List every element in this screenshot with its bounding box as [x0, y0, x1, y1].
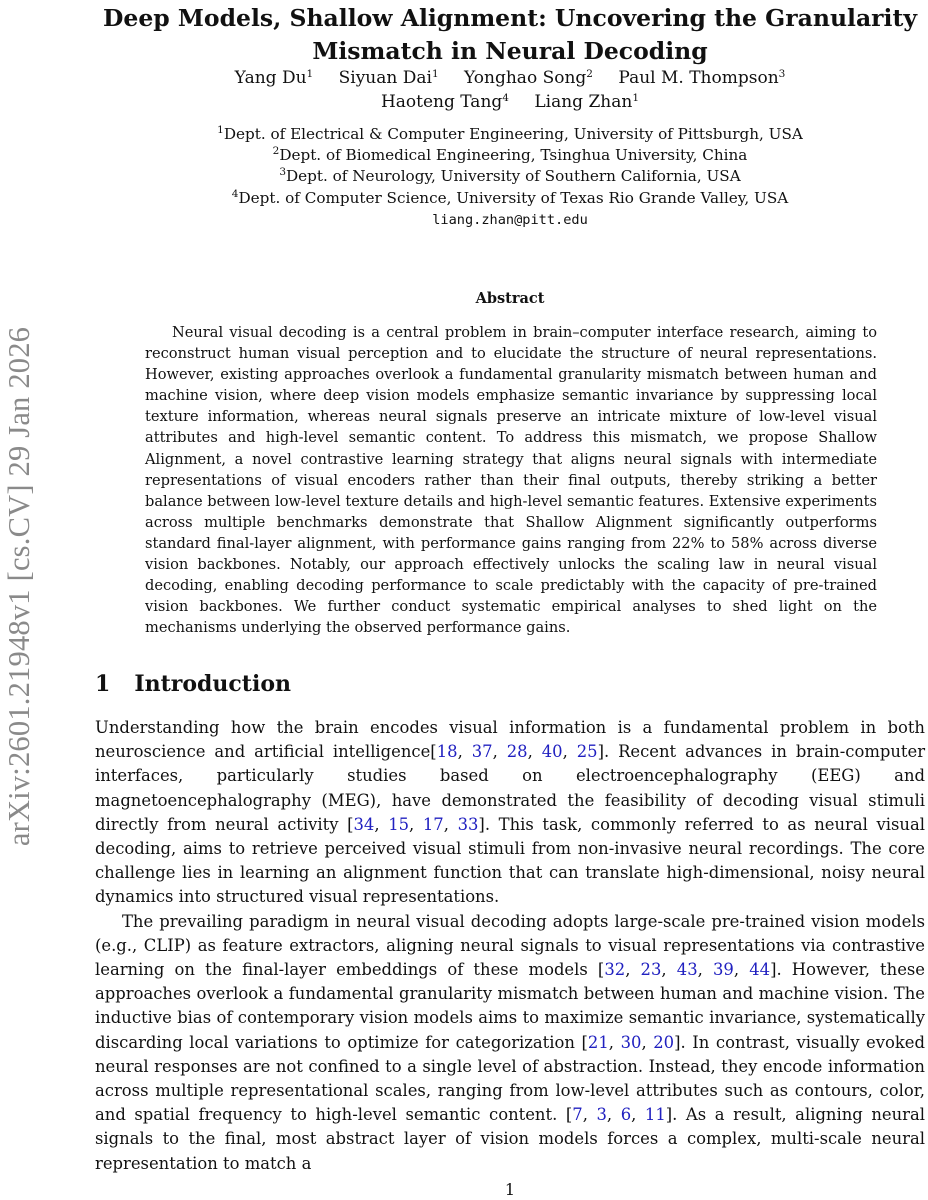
- affiliation: $^3$Dept. of Neurology, University of Southern California, USA: [279, 166, 741, 186]
- citation-link[interactable]: 30: [620, 1032, 642, 1052]
- citation-link[interactable]: 17: [422, 814, 444, 834]
- paper-title: Deep Models, Shallow Alignment: Uncovering the Granularity Mismatch in Neural Decoding: [103, 4, 917, 65]
- section-heading-introduction: [95, 671, 291, 697]
- author: Yang Du$^1$: [234, 68, 314, 88]
- abstract-body: Neural visual decoding is a central problem in brain–computer interface research, aiming to reconstruct human visual perception and to elucidate the structure of neural representations. However, existing approaches overlook a fundamental granularity mismatch between human and machine vision, where deep vision models emphasize semantic invariance by suppressing local texture information, whereas neural signals preserve an intricate mixture of low-level visual attributes and high-level semantic content. To address this mismatch, we propose Shallow Alignment, a novel contrastive learning strategy that aligns neural signals with intermediate representations of visual encoders rather than their final outputs, thereby striking a better balance between low-level texture details and high-level semantic features. Extensive experiments across multiple benchmarks demonstrate that Shallow Alignment significantly outperforms standard final-layer alignment, with performance gains ranging from 22% to 58% across diverse vision backbones. Notably, our approach effectively unlocks the scaling law in neural visual decoding, enabling decoding performance to scale predictably with the capacity of pre-trained vision backbones. We further conduct systematic empirical analyses to shed light on the mechanisms underlying the observed performance gains.: [145, 324, 877, 637]
- author: Liang Zhan$^1$: [534, 92, 640, 112]
- author: Haoteng Tang$^4$: [380, 92, 509, 112]
- introduction-body: [95, 716, 925, 1176]
- citation-link[interactable]: 37: [471, 742, 493, 762]
- abstract-heading: Abstract: [475, 290, 545, 307]
- author: Paul M. Thompson$^3$: [618, 68, 786, 88]
- author-list: [100, 66, 920, 114]
- citation-link[interactable]: 28: [506, 742, 528, 762]
- citation-link[interactable]: 6: [620, 1105, 632, 1125]
- contact-email[interactable]: liang.zhan@pitt.edu: [432, 212, 588, 228]
- citation-link[interactable]: 7: [572, 1105, 583, 1125]
- citation-link[interactable]: 25: [576, 742, 598, 762]
- affiliation: $^2$Dept. of Biomedical Engineering, Tsinghua University, China: [272, 145, 748, 165]
- citation-link[interactable]: 34: [353, 814, 375, 834]
- citation-link[interactable]: 39: [712, 960, 734, 980]
- citation-link[interactable]: 32: [604, 960, 626, 980]
- affiliation-list: [100, 124, 920, 209]
- author: Siyuan Dai$^1$: [338, 68, 439, 88]
- section-number: 1: [95, 671, 111, 697]
- section-title: Introduction: [134, 671, 291, 697]
- paragraph: Understanding how the brain encodes visual information is a fundamental problem in both neuroscience and artificial intelligence[18, 37, 28, 40, 25]. Recent advances in brain-computer interfaces, particularly studies based on electroencephalography (EEG) and magnetoencephalography (MEG), have demonstrated the feasibility of decoding visual stimuli directly from neural activity [34, 15, 17, 33]. This task, commonly referred to as neural visual decoding, aims to retrieve perceived visual stimuli from non-invasive neural recordings. The core challenge lies in learning an alignment function that can translate high-dimensional, noisy neural dynamics into structured visual representations.: [95, 718, 926, 907]
- arxiv-stamp: arXiv:2601.21948v1 [cs.CV] 29 Jan 2026: [2, 326, 37, 846]
- citation-link[interactable]: 20: [653, 1032, 675, 1052]
- arxiv-stamp-container: [0, 262, 40, 910]
- affiliation: $^1$Dept. of Electrical & Computer Engineering, University of Pittsburgh, USA: [217, 124, 803, 143]
- page-number: 1: [504, 1180, 516, 1199]
- citation-link[interactable]: 23: [640, 960, 662, 980]
- paragraph: The prevailing paradigm in neural visual decoding adopts large-scale pre-trained vision models (e.g., CLIP) as feature extractors, aligning neural signals to visual representations via contrastive learning on the final-layer embeddings of these models [32, 23, 43, 39, 44]. However, these approaches overlook a fundamental granularity mismatch between human and machine vision. The inductive bias of contemporary vision models aims to maximize semantic invariance, systematically discarding local variations to optimize for categorization [21, 30, 20]. In contrast, visually evoked neural responses are not confined to a single level of abstraction. Instead, they encode information across multiple representational scales, ranging from low-level attributes such as contours, color, and spatial frequency to high-level semantic content. [7, 3, 6, 11]. As a result, aligning neural signals to the final, most abstract layer of vision models forces a complex, multi-scale neural representation to match a: [95, 911, 926, 1173]
- citation-link[interactable]: 3: [596, 1105, 607, 1125]
- author-line-1: [100, 66, 920, 90]
- citation-link[interactable]: 33: [457, 814, 479, 834]
- affiliation: $^4$Dept. of Computer Science, University of Texas Rio Grande Valley, USA: [231, 187, 789, 207]
- citation-link[interactable]: 11: [644, 1105, 666, 1125]
- citation-link[interactable]: 43: [676, 960, 698, 980]
- citation-link[interactable]: 15: [388, 814, 410, 834]
- citation-link[interactable]: 18: [436, 742, 458, 762]
- author-line-2: [100, 90, 920, 114]
- author: Yonghao Song$^2$: [464, 68, 593, 88]
- citation-link[interactable]: 44: [749, 960, 771, 980]
- citation-link[interactable]: 40: [541, 742, 563, 762]
- citation-link[interactable]: 21: [587, 1032, 609, 1052]
